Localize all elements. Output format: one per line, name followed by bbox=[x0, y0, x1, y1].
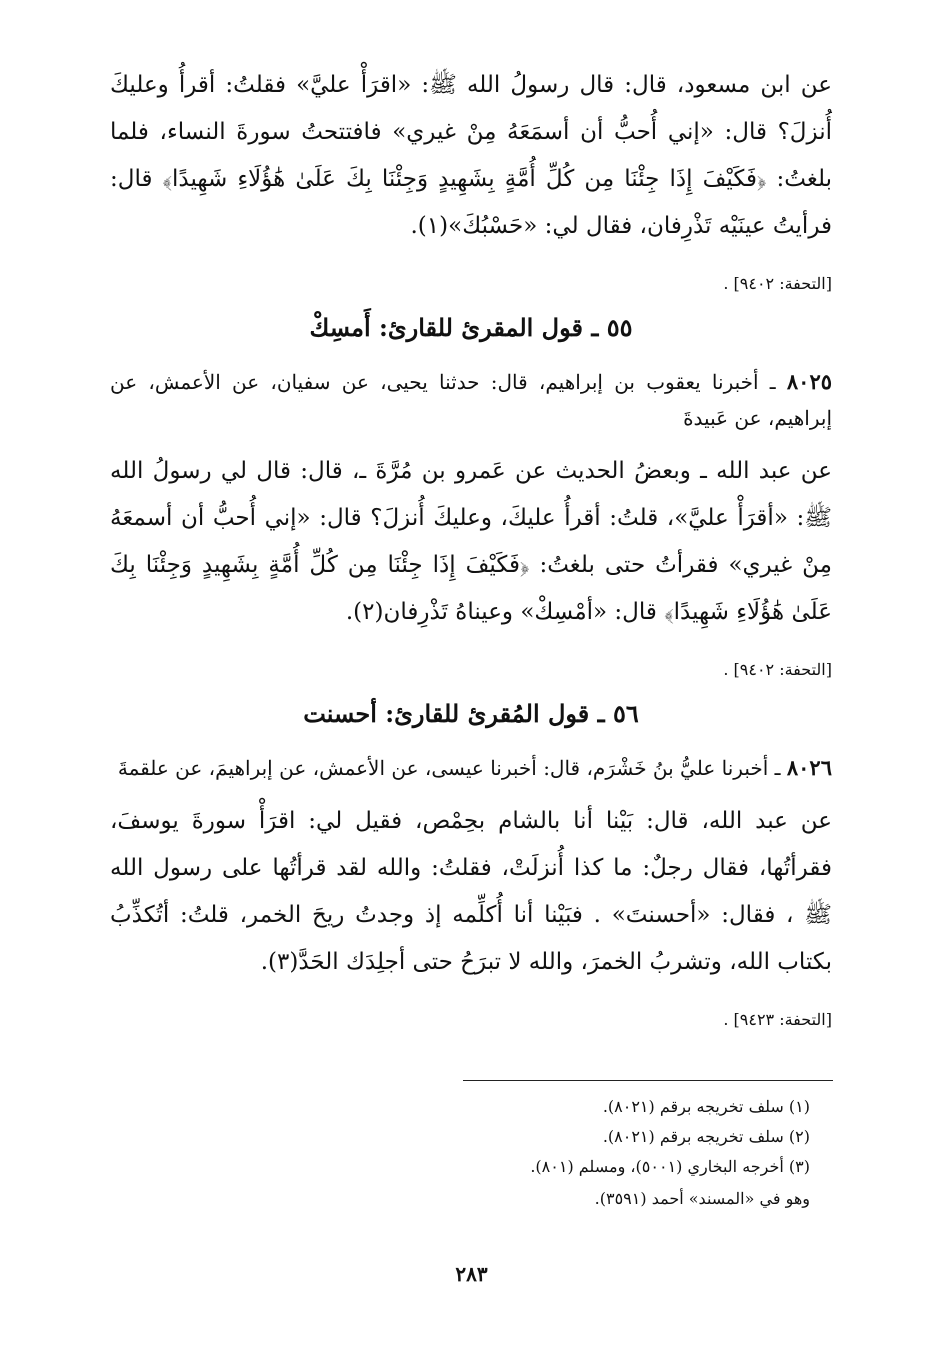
hadith-text: عن عبد الله، قال: بَيْنا أنا بالشام بحِمْص، فقيل لي: اقرَأْ سورةَ يوسفَ، فقرأتُها، فقال رجلٌ: ما كذا أُنزلَتْ، فقلتُ: والله لقد قرأتُها على رسول الله ﷺ ، فقال: «أحسنتَ» . فبَيْنا أنا أُكلِّمه إذ وجدتُ ريحَ الخمر، قلتُ: أتُكذِّبُ بكتاب الله، وتشربُ الخمرَ، والله لا تبرَحُ حتى أجلِدَك الحَدَّ(٣). bbox=[110, 808, 832, 975]
page-body bbox=[110, 62, 832, 1046]
hadith-text: عن ابن مسعود، قال: قال رسولُ الله ﷺ: «اقرَأْ عليَّ» فقلتُ: أقرأُ وعليكَ أُنزلَ؟ قال: «إني أُحبُّ أن أسمَعَهُ مِنْ غيري» فافتتحتُ سورةَ النساء، فلما بلغتُ: ﴿فَكَيْفَ إِذَا جِئْنَا مِن كُلِّ أُمَّةٍ بِشَهِيدٍ وَجِئْنَا بِكَ عَلَىٰ هَٰؤُلَاءِ شَهِيدًا﴾ قال: فرأيتُ عينَيْه تَذْرِفان، فقال لي: «حَسْبُكَ»(١). bbox=[110, 72, 832, 239]
tuhfa-reference: [التحفة: ٩٤٢٣] . bbox=[723, 1010, 832, 1029]
footnote: وهو في «المسند» أحمد (٣٥٩١). bbox=[594, 1189, 810, 1208]
isnad-chain bbox=[110, 750, 832, 786]
tuhfa-reference: [التحفة: ٩٤٠٢] . bbox=[723, 660, 832, 679]
hadith-number: ٨٠٢٦ bbox=[786, 755, 832, 780]
tuhfa-reference: [التحفة: ٩٤٠٢] . bbox=[723, 274, 832, 293]
chapter-heading: ٥٥ ـ قول المقرئ للقارئ: أَمسِكْ bbox=[309, 313, 633, 342]
isnad-text: ـ أخبرنا عليُّ بنُ خَشْرَم، قال: أخبرنا عيسى، عن الأعمش، عن إبراهيمَ، عن علقمةَ bbox=[117, 756, 781, 780]
hadith-text: عن عبد الله ـ وبعضُ الحديث عن عَمرو بن مُرَّةَ ـ، قال: قال لي رسولُ الله ﷺ: «أقرَأْ عليَّ»، قلتُ: أقرأُ عليكَ، وعليكَ أُنزلَ؟ قال: «إني أُحبُّ أن أسمعَهُ مِنْ غيري» فقرأتُ حتى بلغتُ: ﴿فَكَيْفَ إِذَا جِئْنَا مِن كُلِّ أُمَّةٍ بِشَهِيدٍ وَجِئْنَا بِكَ عَلَىٰ هَٰؤُلَاءِ شَهِيدًا﴾ قال: «أمْسِكْ» وعيناهُ تَذْرِفان(٢). bbox=[110, 458, 832, 625]
hadith-number: ٨٠٢٥ bbox=[786, 369, 833, 394]
chapter-heading: ٥٦ ـ قول المُقرئ للقارئ: أحسنت bbox=[303, 699, 639, 728]
isnad-text: ـ أخبرنا يعقوب بن إبراهيم، قال: حدثنا يحيى، عن سفيان، عن الأعمش، عن إبراهيم، عن عَبيدةَ bbox=[110, 370, 832, 430]
footnote-divider bbox=[463, 1080, 833, 1081]
isnad-chain bbox=[110, 364, 832, 436]
footnotes bbox=[110, 1092, 810, 1214]
footnote: (١) سلف تخريجه برقم (٨٠٢١). bbox=[602, 1097, 810, 1116]
footnote: (٣) أخرجه البخاري (٥٠٠١)، ومسلم (٨٠١). bbox=[530, 1157, 810, 1176]
page-number: ٢٨٣ bbox=[455, 1262, 488, 1286]
footnote: (٢) سلف تخريجه برقم (٨٠٢١). bbox=[602, 1127, 810, 1146]
